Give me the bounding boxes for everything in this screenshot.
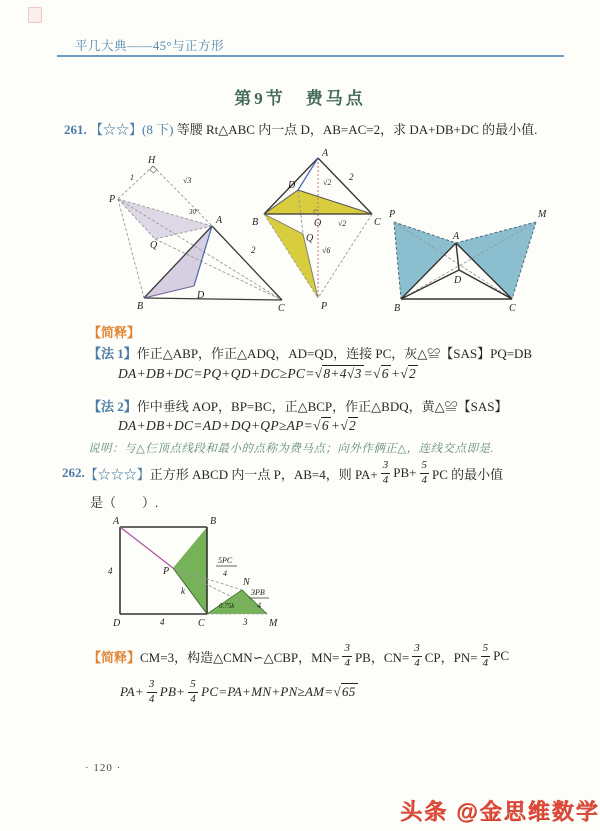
problem-262-answer-blank: 是（ ）. bbox=[90, 495, 159, 510]
fig4-label-C: C bbox=[198, 618, 205, 629]
radicand: 6 bbox=[381, 366, 389, 381]
method-2-label: 【法 2】 bbox=[88, 399, 137, 414]
fraction-three-fourths bbox=[412, 643, 422, 669]
method-1-line bbox=[88, 343, 532, 362]
fig1-label-sqrt3: √3 bbox=[183, 176, 192, 185]
problem-261-grade: (8 下) bbox=[142, 122, 174, 137]
fraction-numerator: 3 bbox=[412, 643, 422, 657]
fraction-numerator: 3 bbox=[381, 460, 391, 474]
fig4-label-D: D bbox=[113, 618, 121, 629]
fraction-five-fourths bbox=[420, 460, 430, 486]
jianshi-262-line bbox=[88, 640, 509, 672]
method-2-text: 作中垂线 AOP，BP=BC，正△BCP，作正△BDQ，黄△≌【SAS】 bbox=[136, 399, 508, 414]
fig1-label-D: D bbox=[197, 290, 205, 301]
formula-segment: PA+ bbox=[120, 684, 144, 699]
fig2-segment-AD bbox=[298, 158, 318, 190]
header-rule bbox=[57, 55, 564, 57]
formula-segment: = bbox=[363, 366, 374, 381]
figure-261-method2 bbox=[248, 146, 383, 312]
problem-262-statement-b: PB+ bbox=[393, 465, 417, 480]
fig4-label-3pb-den: 4 bbox=[257, 601, 261, 610]
problem-262-number: 262. bbox=[62, 465, 85, 480]
fig4-label-5pc-num: 5PC bbox=[218, 556, 233, 565]
fig4-label-A: A bbox=[113, 516, 120, 527]
jianshi-262-label: 【简释】 bbox=[88, 649, 141, 665]
formula-segment: + bbox=[330, 418, 341, 433]
method-1-formula bbox=[118, 366, 418, 382]
fig3-shaded-regions bbox=[394, 222, 536, 299]
fraction-denominator: 4 bbox=[482, 656, 489, 669]
fraction-five-fourths bbox=[188, 679, 198, 705]
fig1-label-30deg: 30° bbox=[189, 208, 199, 216]
page-number: · 120 · bbox=[85, 762, 122, 774]
fig2-label-C: C bbox=[374, 217, 381, 228]
fraction-three-fourths bbox=[381, 460, 391, 486]
sqrt-expression: √6 bbox=[373, 366, 389, 381]
problem-261-statement-line bbox=[64, 119, 537, 138]
problem-261-statement: 等腰 Rt△ABC 内一点 D，AB=AC=2，求 DA+DB+DC 的最小值. bbox=[176, 122, 538, 137]
fraction-denominator: 4 bbox=[148, 692, 155, 705]
fig4-label-3: 3 bbox=[243, 617, 248, 627]
fraction-denominator: 4 bbox=[190, 692, 197, 705]
fig3-label-P: P bbox=[389, 209, 396, 220]
fig2-label-B: B bbox=[252, 217, 259, 228]
fraction-denominator: 4 bbox=[414, 656, 420, 669]
fig4-label-B: B bbox=[210, 516, 217, 527]
fig4-segment-AP bbox=[120, 527, 173, 568]
sqrt-expression: √2 bbox=[400, 366, 417, 381]
fig2-label-D: D bbox=[288, 180, 296, 191]
fig3-label-D: D bbox=[454, 275, 462, 286]
watermark: 头条 @金思维数学 bbox=[400, 799, 600, 824]
jianshi-261-label: 【简释】 bbox=[88, 325, 141, 340]
sqrt-expression: √8+4√3 bbox=[314, 366, 362, 381]
section-title: 第9节 费马点 bbox=[234, 89, 366, 108]
problem-262-statement-line bbox=[62, 457, 503, 489]
method-1-label: 【法 1】 bbox=[88, 346, 137, 361]
fig4-label-N: N bbox=[243, 577, 250, 588]
fig1-label-1: 1 bbox=[130, 173, 134, 182]
fig2-label-sqrt2-lower: √2 bbox=[338, 219, 347, 228]
radicand: 8+4√3 bbox=[323, 366, 362, 381]
fig3-label-B: B bbox=[394, 303, 401, 314]
fig4-label-k: k bbox=[181, 586, 185, 596]
method-1-text: 作正△ABP，作正△ADQ，AD=QD，连接 PC，灰△≌【SAS】PQ=DB bbox=[136, 346, 533, 361]
jianshi-262-d: PC bbox=[493, 648, 509, 663]
problem-262-stars: 【☆☆☆】 bbox=[84, 466, 150, 482]
sqrt-expression: √6 bbox=[313, 418, 329, 433]
figure-261-fermat bbox=[384, 198, 562, 318]
fig1-label-2: 2 bbox=[251, 245, 256, 255]
problem-262-statement-c: PC 的最小值 bbox=[432, 466, 504, 482]
fig4-label-5pc-den: 4 bbox=[223, 569, 227, 578]
fraction-three-fourths bbox=[342, 643, 352, 669]
fig1-label-P: P bbox=[109, 194, 116, 205]
jianshi-262-a: CM=3，构造△CMN∽△CBP，MN= bbox=[140, 649, 340, 665]
problem-261-stars: 【☆☆】 bbox=[90, 122, 143, 137]
fig2-labels bbox=[252, 148, 381, 312]
method-2-line bbox=[88, 396, 507, 415]
red-stamp-icon bbox=[28, 7, 42, 23]
running-header: 平几大典——45°与正方形 bbox=[75, 39, 224, 53]
fig3-label-M: M bbox=[538, 209, 547, 220]
fermat-point-note: 说明：与△仨顶点线段和最小的点称为费马点；向外作俩正△，连线交点即是. bbox=[88, 443, 495, 455]
formula-segment: DA+DB+DC=PQ+QD+DC≥PC= bbox=[118, 366, 315, 381]
fig4-label-P: P bbox=[163, 566, 170, 577]
problem-262-statement-a: 正方形 ABCD 内一点 P，AB=4，则 PA+ bbox=[149, 466, 378, 482]
fraction-denominator: 4 bbox=[344, 656, 350, 669]
fig4-label-M: M bbox=[269, 618, 278, 629]
sqrt-expression: √2 bbox=[340, 418, 357, 433]
fraction-numerator: 3 bbox=[342, 643, 352, 657]
fraction-numerator: 5 bbox=[481, 643, 491, 657]
formula-segment: PC=PA+MN+PN≥AM= bbox=[201, 684, 334, 699]
fraction-five-fourths bbox=[481, 643, 491, 669]
fig1-label-H: H bbox=[148, 155, 156, 166]
radicand: 6 bbox=[321, 418, 329, 433]
jianshi-262-c: CP，PN= bbox=[424, 649, 478, 665]
fig4-label-075k: 0.75k bbox=[219, 602, 235, 610]
fig1-label-C: C bbox=[278, 303, 285, 314]
radicand: 65 bbox=[341, 684, 356, 699]
method-2-formula bbox=[118, 418, 358, 434]
problem-261-number: 261. bbox=[64, 122, 87, 137]
fraction-numerator: 3 bbox=[147, 679, 157, 693]
fraction-denominator: 4 bbox=[421, 473, 427, 486]
fraction-numerator: 5 bbox=[420, 460, 430, 474]
fraction-numerator: 5 bbox=[188, 679, 198, 693]
fig2-label-sqrt6: √6 bbox=[322, 246, 331, 255]
jianshi-262-b: PB，CN= bbox=[354, 649, 410, 665]
fig1-label-Q: Q bbox=[150, 240, 158, 251]
fig2-label-P: P bbox=[321, 301, 328, 312]
fig2-label-sqrt2-upper: √2 bbox=[323, 178, 332, 187]
fig4-label-4-bottom: 4 bbox=[160, 617, 165, 627]
radicand: 2 bbox=[408, 366, 417, 381]
fig4-label-3pb-num: 3PB bbox=[251, 588, 265, 597]
fig2-label-Q: Q bbox=[306, 233, 314, 244]
formula-262 bbox=[120, 676, 358, 708]
fraction-denominator: 4 bbox=[382, 473, 389, 486]
fraction-three-fourths bbox=[147, 679, 157, 705]
shaded-triangle-APQ bbox=[118, 199, 212, 239]
fig3-label-A: A bbox=[453, 231, 460, 242]
fig2-label-2: 2 bbox=[349, 172, 354, 182]
fig3-label-C: C bbox=[509, 303, 516, 314]
sqrt-expression: √65 bbox=[333, 684, 356, 699]
fig2-label-O: O bbox=[314, 218, 322, 229]
fig1-label-A: A bbox=[216, 215, 223, 226]
fig2-label-A: A bbox=[322, 148, 329, 159]
formula-segment: + bbox=[390, 366, 401, 381]
figure-262 bbox=[95, 513, 300, 633]
fig1-label-B: B bbox=[137, 301, 144, 312]
formula-segment: DA+DB+DC=AD+DQ+QP≥AP= bbox=[118, 418, 314, 433]
fig1-right-angle-mark bbox=[150, 166, 157, 173]
radicand: 2 bbox=[349, 418, 357, 433]
fig4-label-4-left: 4 bbox=[108, 566, 113, 576]
formula-segment: PB+ bbox=[159, 684, 186, 699]
